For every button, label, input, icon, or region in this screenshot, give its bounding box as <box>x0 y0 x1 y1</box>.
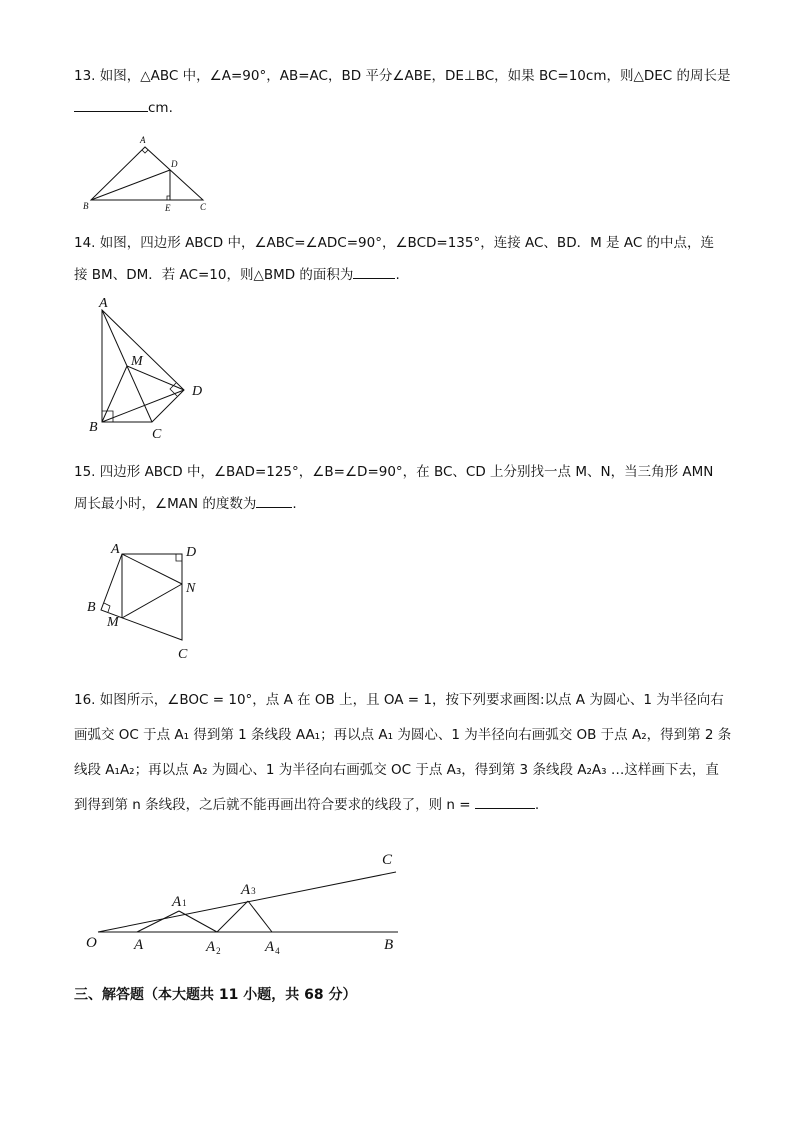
question-13-line2: cm. <box>74 98 724 118</box>
label-m: M <box>107 615 119 630</box>
segment-mn <box>122 584 182 618</box>
question-16-line4: 到得到第 n 条线段，之后就不能再画出符合要求的线段了，则 n = . <box>74 797 540 813</box>
question-16 <box>74 690 732 816</box>
segment-a-a1 <box>137 911 179 932</box>
question-15 <box>74 462 724 514</box>
segment-a2-a3 <box>217 901 248 932</box>
quadrilateral-abcd <box>102 310 184 422</box>
answer-blank <box>256 495 292 508</box>
label-b: B <box>89 420 98 435</box>
label-c: C <box>382 852 393 868</box>
label-a: A <box>99 296 108 311</box>
segment-dm <box>127 366 184 390</box>
label-m: M <box>131 354 143 369</box>
question-16-line3: 线段 A₁A₂；再以点 A₂ 为圆心、1 为半径向右画弧交 OC 于点 A₃，得到第 3 条线段 A₂A₃ …这样画下去，直 <box>74 762 719 778</box>
label-b: B <box>384 937 394 953</box>
label-a: A <box>140 135 146 145</box>
label-o: O <box>86 935 97 951</box>
label-a4: $A_4$ <box>265 939 280 956</box>
question-14-line1: 14. 如图，四边形 ABCD 中，∠ABC=∠ADC=90°，∠BCD=135°，连接 AC、BD．M 是 AC 的中点，连 <box>74 235 715 251</box>
label-c: C <box>152 427 162 442</box>
segment-bd <box>91 170 170 200</box>
question-15-line1: 15. 四边形 ABCD 中，∠BAD=125°，∠B=∠D=90°，在 BC、CD 上分别找一点 M、N，当三角形 AMN <box>74 464 714 480</box>
segment-a3-a4 <box>248 901 272 932</box>
label-c: C <box>200 202 207 212</box>
question-15-line2: 周长最小时，∠MAN 的度数为 . <box>74 496 297 512</box>
label-c: C <box>178 647 188 662</box>
right-angle-mark-a <box>142 150 148 153</box>
label-d: D <box>192 384 203 399</box>
question-14-line2: 接 BM、DM．若 AC=10，则△BMD 的面积为 . <box>74 267 400 283</box>
figure-16 <box>80 846 410 956</box>
label-a: A <box>111 542 120 557</box>
question-13-line1: 13. 如图，△ABC 中，∠A=90°，AB=AC，BD 平分∠ABE，DE⊥BC，如果 BC=10cm，则△DEC 的周长是 <box>74 68 731 84</box>
label-e: E <box>165 203 171 213</box>
label-a3: A3 <box>241 882 256 898</box>
label-d: D <box>186 545 197 560</box>
answer-blank <box>475 796 535 809</box>
question-14 <box>74 233 724 285</box>
label-a: A <box>134 937 144 953</box>
figure-14 <box>86 294 216 446</box>
label-n: N <box>186 581 196 596</box>
label-b: B <box>83 201 89 211</box>
right-angle-mark-d <box>176 554 182 561</box>
right-angle-mark-b <box>104 603 110 612</box>
answer-blank <box>353 266 395 279</box>
question-16-line1: 16. 如图所示，∠BOC = 10°，点 A 在 OB 上，且 OA = 1，按下列要求画图:以点 A 为圆心、1 为半径向右 <box>74 692 724 708</box>
label-a2: $A_2$ <box>206 939 221 956</box>
figure-13 <box>76 130 216 216</box>
question-13 <box>74 66 731 118</box>
answer-blank <box>74 99 148 112</box>
label-b: B <box>87 600 96 615</box>
segment-an <box>122 554 182 584</box>
figure-15 <box>80 540 210 666</box>
label-d: D <box>171 159 178 169</box>
section-title: 三、解答题（本大题共 11 小题，共 68 分） <box>74 987 357 1003</box>
segment-a1-a2 <box>179 911 217 932</box>
triangle-abc <box>91 147 203 200</box>
label-a1: A1 <box>172 894 187 910</box>
question-16-line2: 画弧交 OC 于点 A₁ 得到第 1 条线段 AA₁；再以点 A₁ 为圆心、1 为半径向右画弧交 OB 于点 A₂，得到第 2 条 <box>74 727 732 743</box>
